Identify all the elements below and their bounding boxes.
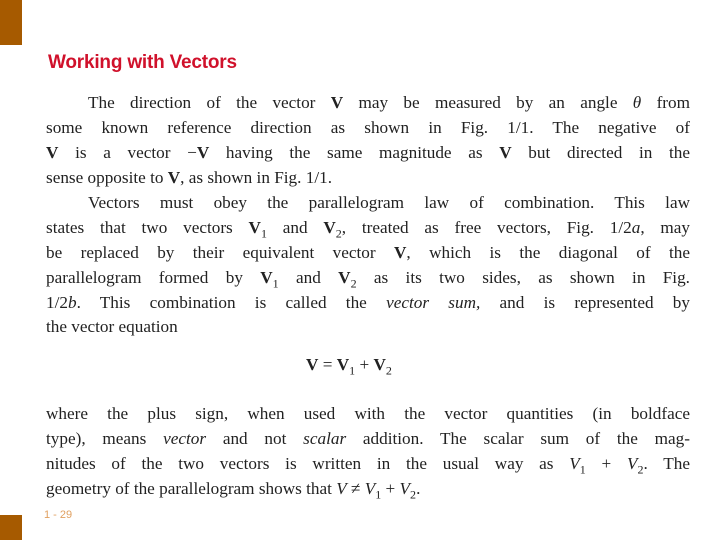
accent-bar-top xyxy=(0,0,22,45)
text-line xyxy=(46,428,690,450)
slide-number: 1 - 29 xyxy=(44,509,73,521)
text-segment: V xyxy=(393,243,407,262)
text-segment: 1 xyxy=(375,487,382,502)
text-segment: V xyxy=(373,355,386,374)
text-segment: 2 xyxy=(350,276,357,291)
text-segment: . The xyxy=(643,454,690,473)
text-segment: V xyxy=(323,218,336,237)
text-segment: is a vector − xyxy=(58,143,197,162)
text-segment: and is represented by xyxy=(480,293,690,312)
text-segment: V xyxy=(306,355,319,374)
text-segment: 2 xyxy=(385,363,392,378)
text-segment: V xyxy=(569,454,580,473)
text-segment: ≠ xyxy=(346,479,365,498)
text-segment: parallelogram formed by xyxy=(46,268,261,287)
text-line xyxy=(46,242,690,264)
accent-bar-bottom xyxy=(0,515,22,540)
text-segment: V xyxy=(364,479,376,498)
text-segment: 2 xyxy=(410,487,417,502)
text-line xyxy=(46,142,690,164)
text-segment: V xyxy=(330,93,344,112)
text-segment: + xyxy=(355,355,374,374)
slide-title: Working with Vectors xyxy=(48,52,237,73)
text-line xyxy=(88,92,690,114)
text-segment: V xyxy=(399,479,411,498)
text-segment: 1 xyxy=(260,226,267,241)
text-segment: vector sum, xyxy=(386,293,481,312)
text-segment: and xyxy=(266,218,324,237)
text-segment: V xyxy=(627,454,638,473)
text-segment: 1/2 xyxy=(46,293,68,312)
text-segment: . This combination is called the xyxy=(76,293,387,312)
text-line xyxy=(46,167,690,189)
text-segment: vector xyxy=(163,429,207,448)
text-segment: and not xyxy=(206,429,304,448)
text-segment: but directed in the xyxy=(511,143,690,162)
text-segment: states that two vectors xyxy=(46,218,249,237)
text-segment: V xyxy=(196,143,210,162)
text-segment: The direction of the vector xyxy=(88,93,331,112)
text-segment: , as shown in Fig. 1/1. xyxy=(180,168,332,187)
text-segment: + xyxy=(585,454,627,473)
text-segment: some known reference direction as shown in Fig. 1/1. The negative of xyxy=(46,118,690,137)
text-segment: , which is the diagonal of the xyxy=(406,243,691,262)
text-segment: addition. The scalar sum of the mag- xyxy=(346,429,690,448)
text-segment: scalar xyxy=(303,429,347,448)
text-segment: b xyxy=(67,293,77,312)
text-segment: from xyxy=(641,93,690,112)
vector-equation xyxy=(306,354,392,376)
text-segment: type), means xyxy=(46,429,164,448)
text-segment: . xyxy=(416,479,421,498)
text-line xyxy=(46,316,690,338)
text-segment: V xyxy=(336,355,350,374)
text-segment: V xyxy=(336,479,347,498)
text-segment: where the plus sign, when used with the vector quantities (in boldface xyxy=(46,404,690,423)
text-segment: having the same magnitude as xyxy=(209,143,500,162)
text-segment: and xyxy=(278,268,339,287)
text-segment: geometry of the parallelogram shows that xyxy=(46,479,337,498)
text-line xyxy=(46,292,690,314)
text-line xyxy=(46,403,690,425)
text-segment: as its two sides, as shown in Fig. xyxy=(356,268,690,287)
text-segment: + xyxy=(381,479,400,498)
text-line xyxy=(46,478,690,500)
text-line xyxy=(46,217,690,239)
text-segment: V xyxy=(46,143,59,162)
text-segment: sense opposite to xyxy=(46,168,168,187)
text-segment: may be measured by an angle xyxy=(343,93,633,112)
text-line xyxy=(46,267,690,289)
text-segment: 1 xyxy=(579,462,586,477)
text-segment: 1 xyxy=(349,363,356,378)
text-segment: nitudes of the two vectors is written in the usual way as xyxy=(46,454,570,473)
text-segment: 2 xyxy=(335,226,342,241)
text-segment: the vector equation xyxy=(46,317,178,336)
text-segment: V xyxy=(260,268,273,287)
text-segment: , may xyxy=(640,218,690,237)
text-segment: V xyxy=(167,168,181,187)
text-segment: 1 xyxy=(272,276,279,291)
text-segment: 2 xyxy=(637,462,644,477)
text-segment: = xyxy=(318,355,337,374)
text-segment: , treated as free vectors, Fig. 1/2 xyxy=(341,218,632,237)
text-line xyxy=(46,453,690,475)
text-segment: V xyxy=(248,218,261,237)
text-segment: a xyxy=(631,218,641,237)
text-line xyxy=(46,117,690,139)
text-line xyxy=(88,192,690,214)
text-segment: V xyxy=(499,143,512,162)
text-segment: V xyxy=(338,268,351,287)
text-segment: be replaced by their equivalent vector xyxy=(46,243,394,262)
text-segment: Vectors must obey the parallelogram law of combination. This law xyxy=(88,193,690,212)
text-segment: θ xyxy=(632,93,642,112)
